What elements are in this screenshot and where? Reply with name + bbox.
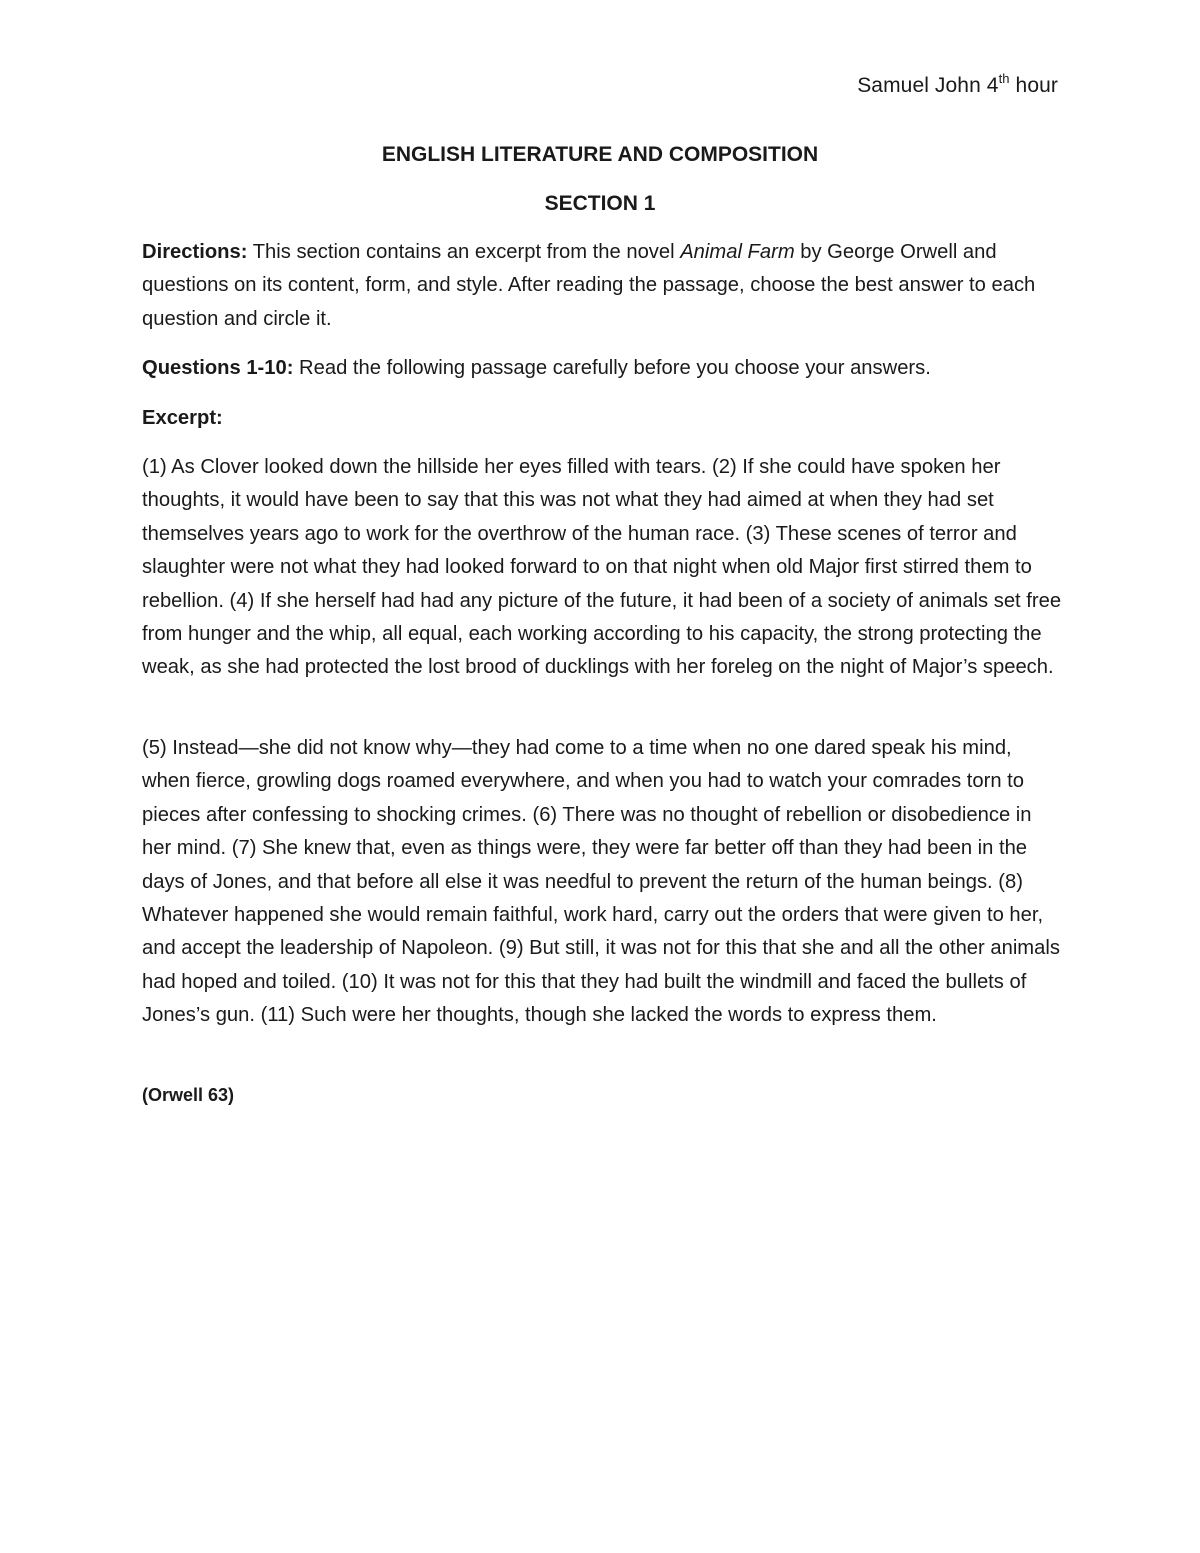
questions-instruction xyxy=(142,352,1062,385)
class-hour: hour xyxy=(1009,74,1058,97)
student-name-header xyxy=(857,72,1058,100)
document-title: ENGLISH LITERATURE AND COMPOSITION xyxy=(381,143,819,166)
directions-label: Directions: xyxy=(142,241,248,263)
questions-label: Questions 1-10: xyxy=(142,357,294,379)
excerpt-paragraph-1: (1) As Clover looked down the hillside her eyes filled with tears. (2) If she could have spoken her thoughts, it would have been to say that this was not what they had aimed at when they had set themselves years ago to work for the overthrow of the human race. (3) These scenes of terror and slaughter were not what they had looked forward to on that night when old Major first stirred them to rebellion. (4) If she herself had had any picture of the future, it had been of a society of animals set free from hunger and the whip, all equal, each working according to his capacity, the strong protecting the weak, as she had protected the lost brood of ducklings with her foreleg on the night of Major’s speech. xyxy=(142,456,1062,679)
ordinal-suffix: th xyxy=(998,71,1010,86)
student-name: Samuel John 4 xyxy=(857,74,999,97)
citation: (Orwell 63) xyxy=(142,1085,235,1105)
excerpt-label: Excerpt: xyxy=(142,407,223,429)
directions-paragraph xyxy=(142,236,1062,336)
book-title: Animal Farm xyxy=(680,241,795,263)
section-title: SECTION 1 xyxy=(544,192,656,215)
questions-text: Read the following passage carefully before you choose your answers. xyxy=(293,357,931,379)
directions-text-after: by George Orwell and questions on its content, form, and style. After reading the passage, choose the best answer to each question and circle it. xyxy=(142,241,1036,330)
directions-text-before: This section contains an excerpt from the novel xyxy=(247,241,681,263)
excerpt-paragraph-2: (5) Instead—she did not know why—they had come to a time when no one dared speak his mind, when fierce, growling dogs roamed everywhere, and when you had to watch your comrades torn to pieces after confessing to shocking crimes. (6) There was no thought of rebellion or disobedience in her mind. (7) She knew that, even as things were, they were far better off than they had been in the days of Jones, and that before all else it was needful to prevent the return of the human beings. (8) Whatever happened she would remain faithful, work hard, carry out the orders that were given to her, and accept the leadership of Napoleon. (9) But still, it was not for this that she and all the other animals had hoped and toiled. (10) It was not for this that they had built the windmill and faced the bullets of Jones’s gun. (11) Such were her thoughts, though she lacked the words to express them. xyxy=(142,737,1060,1027)
